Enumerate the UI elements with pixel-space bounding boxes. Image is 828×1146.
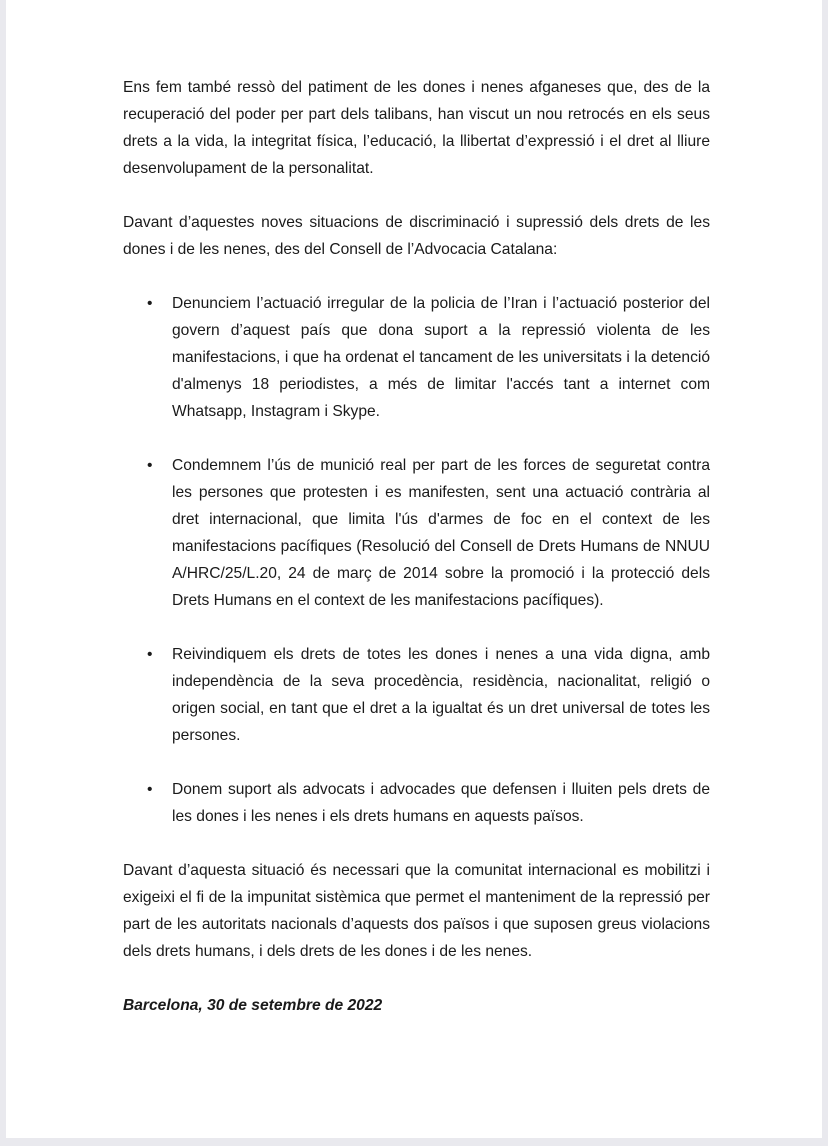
bullet-icon: • <box>147 295 153 312</box>
list-item <box>123 641 710 749</box>
list-item-text: Reivindiquem els drets de totes les dones i nenes a una vida digna, amb independència de la seva procedència, residència, nacionalitat, religió o origen social, en tant que el dret a la igualtat és un dret universal de totes les persones. <box>172 646 710 744</box>
list-item-text: Denunciem l’actuació irregular de la policia de l’Iran i l’actuació posterior del govern d’aquest país que dona suport a la repressió violenta de les manifestacions, i que ha ordenat el tancament de les universitats i la detenció d'almenys 18 periodistes, a més de limitar l'accés tant a internet com Whatsapp, Instagram i Skype. <box>172 295 710 420</box>
bullet-icon: • <box>147 457 153 474</box>
bullet-icon: • <box>147 646 153 663</box>
closing-paragraph: Davant d’aquesta situació és necessari que la comunitat internacional es mobilitzi i exigeixi el fi de la impunitat sistèmica que permet el manteniment de la repressió per part de les autoritats nacionals d’aquests dos països i que suposen greus violacions dels drets humans, i dels drets de les dones i de les nenes. <box>123 862 710 960</box>
intro-paragraph-afghan-women: Ens fem també ressò del patiment de les dones i nenes afganeses que, des de la recuperació del poder per part dels talibans, han viscut un nou retrocés en els seus drets a la vida, la integritat física, l’educació, la llibertat d’expressió i el dret al lliure desenvolupament de la personalitat. <box>123 79 710 177</box>
document-page <box>6 0 822 1138</box>
list-item-text: Donem suport als advocats i advocades que defensen i lluiten pels drets de les dones i les nenes i els drets humans en aquests països. <box>172 781 710 825</box>
list-item <box>123 452 710 614</box>
signature-date: Barcelona, 30 de setembre de 2022 <box>123 997 383 1014</box>
bullet-icon: • <box>147 781 153 798</box>
list-item <box>123 290 710 425</box>
intro-paragraph-discrimination: Davant d’aquestes noves situacions de discriminació i supressió dels drets de les dones i de les nenes, des del Consell de l’Advocacia Catalana: <box>123 214 710 258</box>
declarations-list <box>123 290 710 830</box>
list-item <box>123 776 710 830</box>
list-item-text: Condemnem l’ús de munició real per part de les forces de seguretat contra les persones que protesten i es manifesten, sent una actuació contrària al dret internacional, que limita l'ús d'armes de foc en el context de les manifestacions pacífiques (Resolució del Consell de Drets Humans de NNUU A/HRC/25/L.20, 24 de març de 2014 sobre la promoció i la protecció dels Drets Humans en el context de les manifestacions pacífiques). <box>172 457 710 609</box>
